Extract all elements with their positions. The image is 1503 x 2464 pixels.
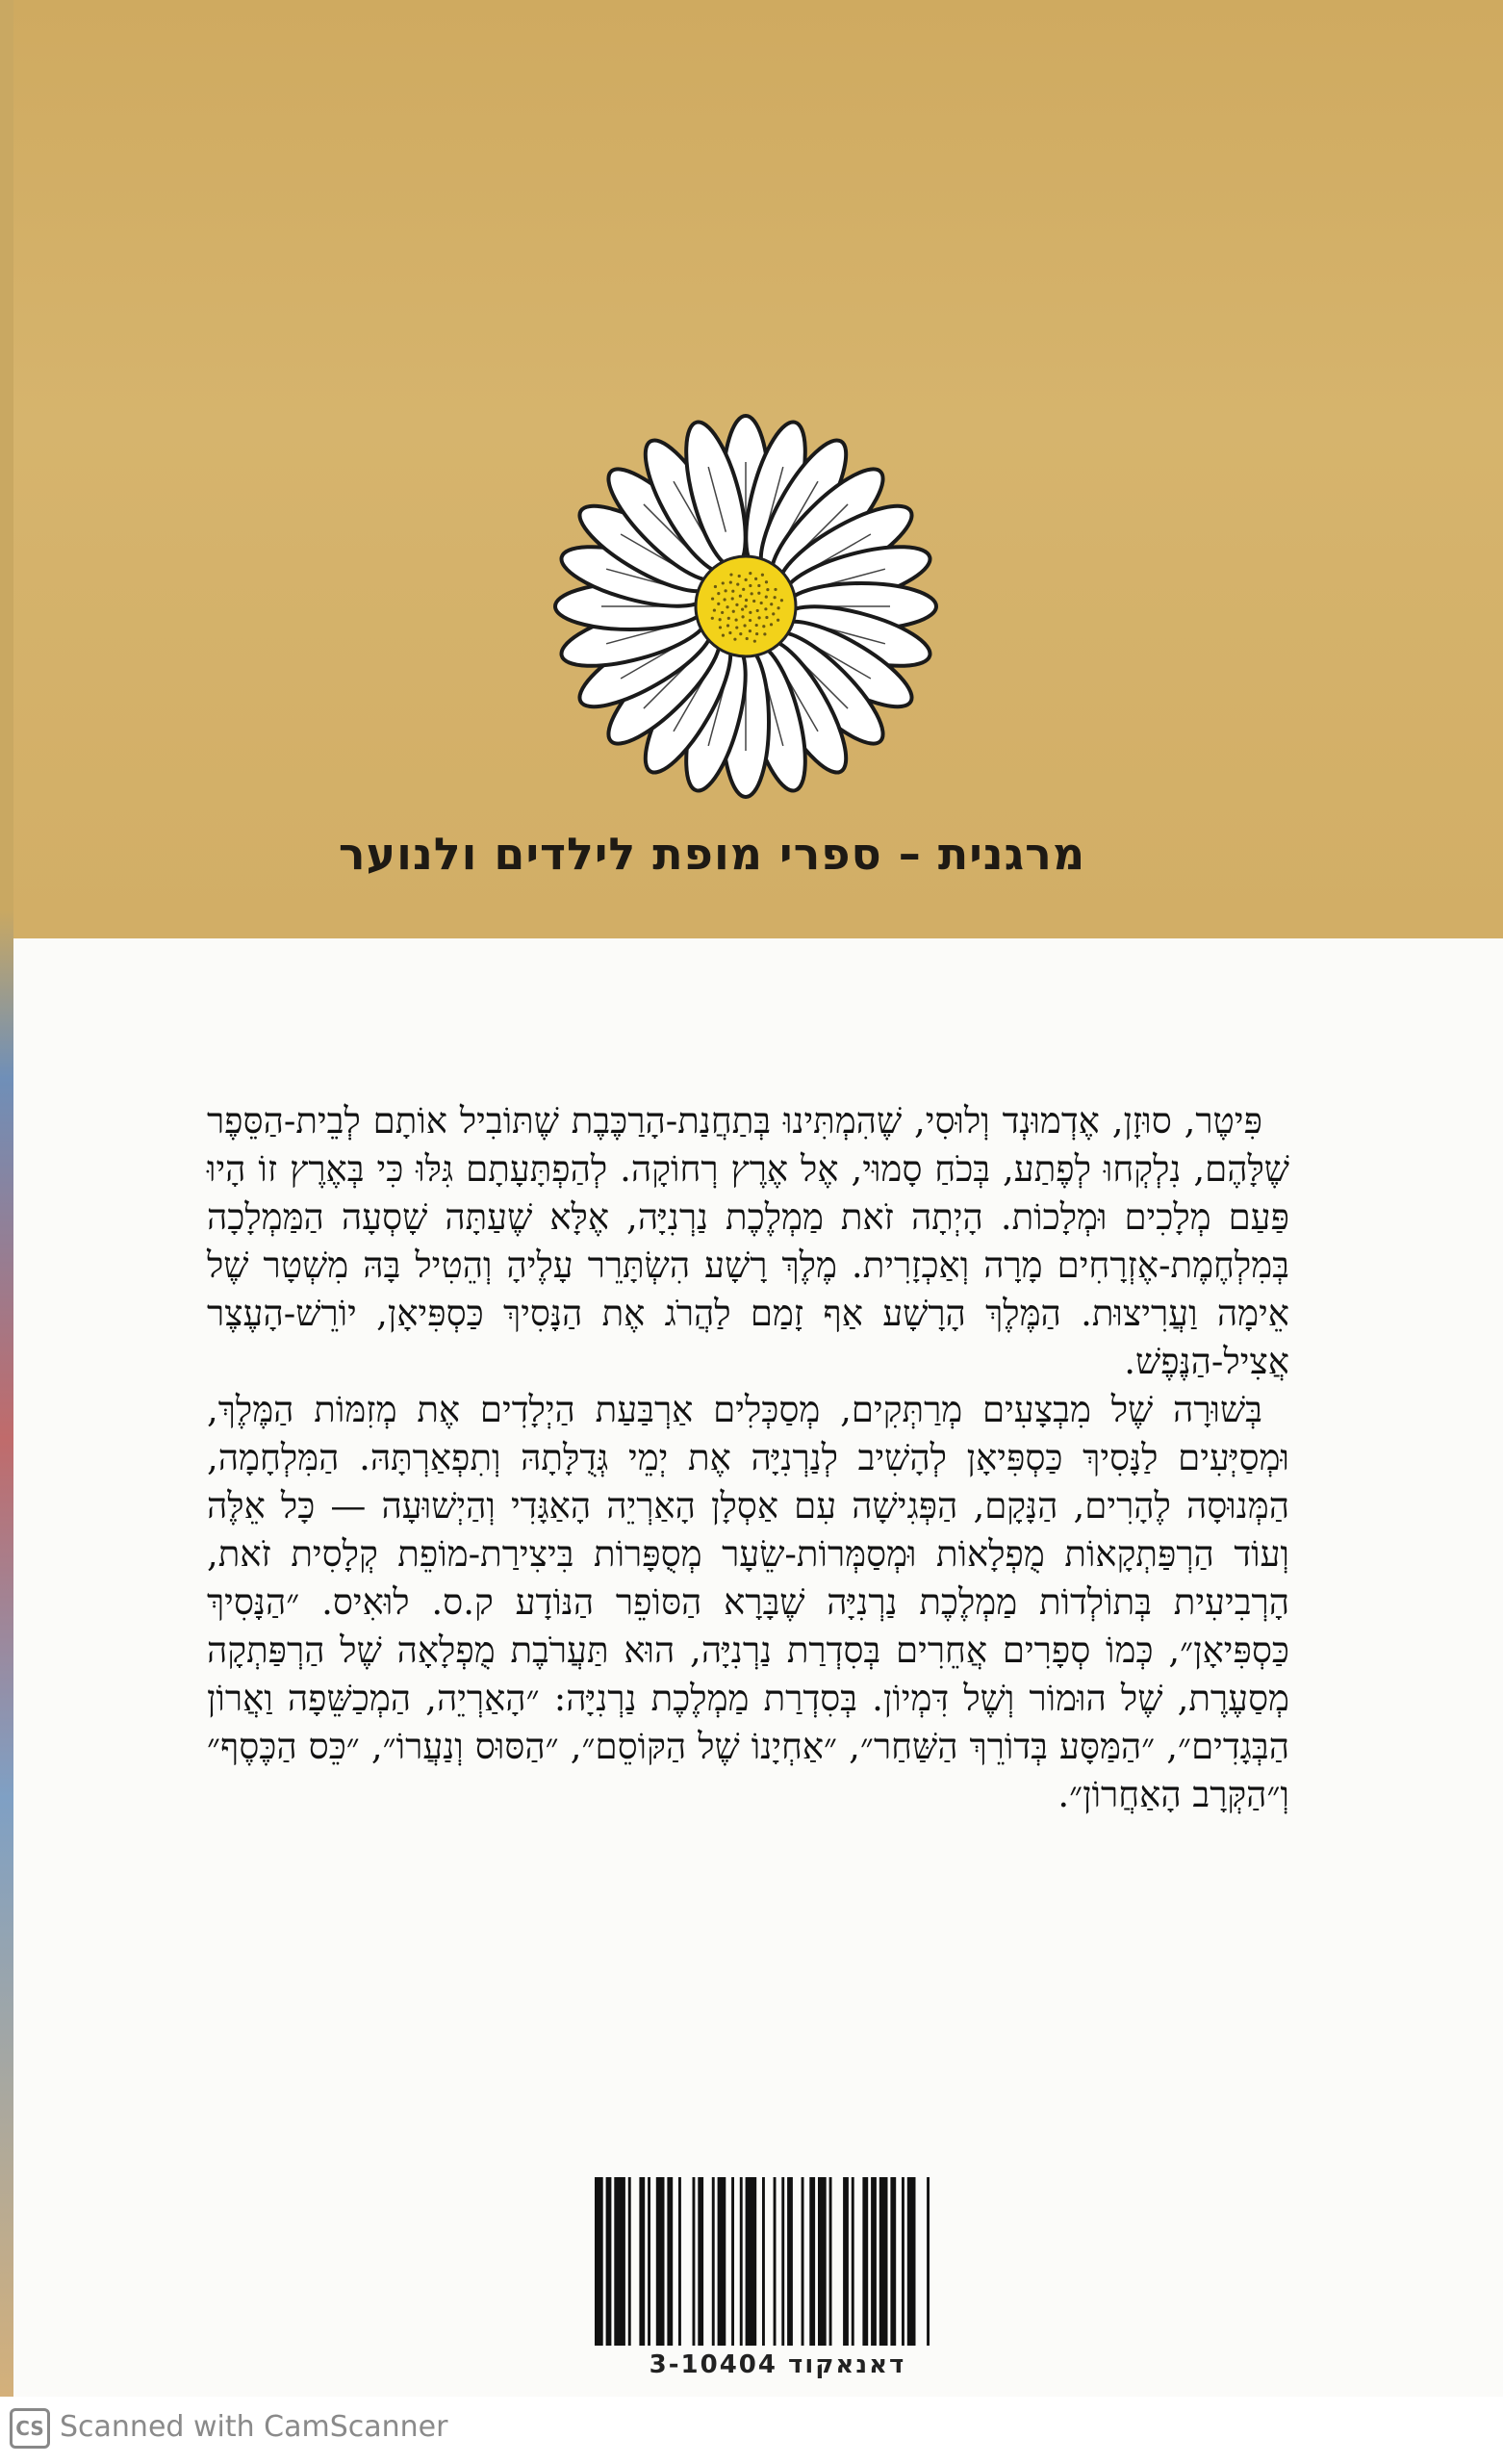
book-blurb: [207, 1097, 1289, 1819]
camscanner-logo-icon: CS: [10, 2408, 50, 2449]
barcode-caption: דאנאקוד 3-10404: [649, 2350, 906, 2379]
series-title: מרגנית – ספרי מופת לילדים ולנוער: [338, 828, 1086, 880]
spine-edge: [0, 0, 13, 2397]
blurb-paragraph-1: פִּיטֶר, סוּזָן, אֶדְמוּנְד וְלוּסִי, שֶׁהִמְתִּינוּ בְּתַחֲנַת-הָרַכֶּבֶת שֶׁתּוֹבִיל אוֹתָם לְבֵית-הַסֵּפֶר שֶׁלָּהֶם, נִלְקְחוּ לְפֶתַע, בְּכֹחַ סָמוּי, אֶל אֶרֶץ רְחוֹקָה. לְהַפְתָּעָתָם גִּלּוּ כִּי בְּאֶרֶץ זוֹ הָיוּ פַּעַם מְלָכִים וּמְלָכוֹת. הָיְתָה זֹאת מַמְלֶכֶת נַרְנִיָּה, אֶלָּא שֶׁעַתָּה שָׁסְעָה הַמַּמְלָכָה בְּמִלְחֶמֶת-אֶזְרָחִים מָרָה וְאַכְזָרִית. מֶלֶךְ רָשָׁע הִשְׂתָּרֵר עָלֶיהָ וְהֵטִיל בָּהּ מִשְׁטָר שֶׁל אֵימָה וַעֲרִיצוּת. הַמֶּלֶךְ הָרָשָׁע אַף זָמַם לַהֲרֹג אֶת הַנָּסִיךְ כַּסְפִּיאָן, יוֹרֵשׁ-הָעֶצֶר אֲצִיל-הַנֶּפֶשׁ.: [207, 1100, 1289, 1382]
blurb-paragraph-2: בְּשׁוּרָה שֶׁל מִבְצָעִים מְרַתְּקִים, מְסַכְּלִים אַרְבַּעַת הַיְלָדִים אֶת מְזִמּוֹת הַמֶּלֶךְ, וּמְסַיְּעִים לַנָּסִיךְ כַּסְפִּיאָן לְהָשִׁיב לְנַרְנִיָּה אֶת יְמֵי גְּדֻלָּתָהּ וְתִפְאַרְתָּהּ. הַמִּלְחָמָה, הַמְּנוּסָה לֶהָרִים, הַנָּקָם, הַפְּגִישָׁה עִם אַסְלָן הָאַרְיֵה הָאַגָּדִי וְהַיְשׁוּעָה — כָּל אֵלֶּה וְעוֹד הַרְפַּתְקָאוֹת מֻפְלָאוֹת וּמְסַמְּרוֹת-שֵׂעָר מְסֻפָּרוֹת בִּיצִירַת-מוֹפֵת קְלָסִית זֹאת, הָרְבִיעִית בְּתוֹלְדוֹת מַמְלֶכֶת נַרְנִיָּה שֶׁבָּרָא הַסּוֹפֵר הַנּוֹדָע ק.ס. לוּאִיס. ״הַנָּסִיךְ כַּסְפִּיאָן״, כְּמוֹ סְפָרִים אֲחֵרִים בְּסִדְרַת נַרְנִיָּה, הוּא תַּעֲרֹבֶת מֻפְלָאָה שֶׁל הַרְפַּתְקָה מְסַעֶרֶת, שֶׁל הוּמוֹר וְשֶׁל דִּמְיוֹן. בְּסִדְרַת מַמְלֶכֶת נַרְנִיָּה: ״הָאַרְיֵה, הַמְכַשֵּׁפָה וַאֲרוֹן הַבְּגָדִים״, ״הַמַּסָּע בְּדוֹרֵךְ הַשַּׁחַר״, ״אַחְיָנוֹ שֶׁל הַקּוֹסֵם״, ״הַסּוּס וְנַעֲרוֹ״, ״כֵּס הַכֶּסֶף״ וְ״הַקְּרָב הָאַחֲרוֹן״.: [207, 1389, 1289, 1815]
scanner-watermark: Scanned with CamScanner: [60, 2410, 448, 2444]
barcode-icon: [595, 2177, 960, 2346]
daisy-flower-icon: [553, 404, 938, 808]
